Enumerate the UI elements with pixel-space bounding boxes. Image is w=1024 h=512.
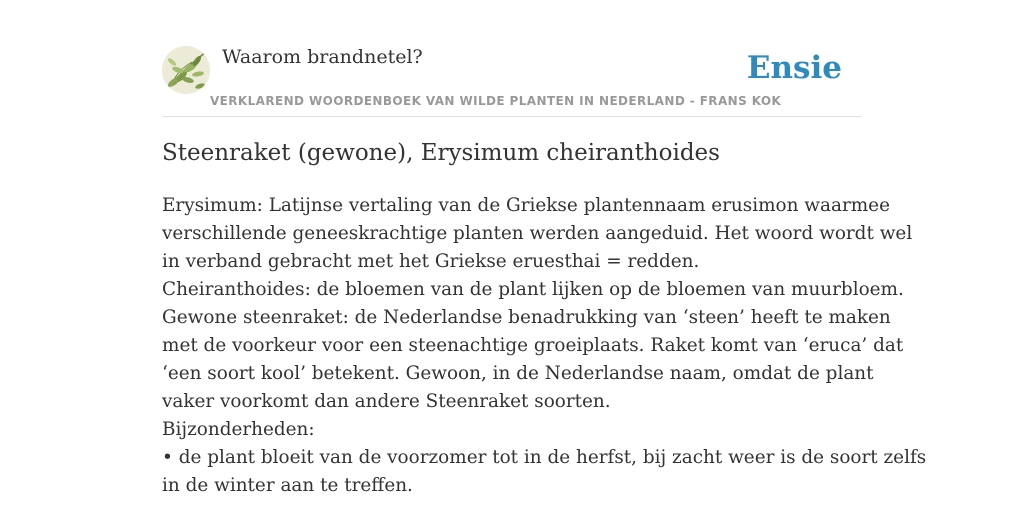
entry-line: Gewone steenraket: de Nederlandse benadrukking van ‘steen’ heeft te maken: [162, 307, 891, 328]
entry-line: vaker voorkomt dan andere Steenraket soorten.: [162, 391, 611, 412]
entry-body: [162, 192, 927, 500]
dictionary-subtitle[interactable]: VERKLAREND WOORDENBOEK VAN WILDE PLANTEN IN NEDERLAND - FRANS KOK: [210, 94, 782, 108]
entry-line: verschillende geneeskrachtige planten werden aangeduid. Het woord wordt wel: [162, 223, 913, 244]
entry-title: Steenraket (gewone), Erysimum cheiranthoides: [162, 140, 720, 166]
entry-line: in de winter aan te treffen.: [162, 475, 413, 496]
ensie-logo[interactable]: Ensie: [746, 50, 842, 86]
page-header: [162, 40, 862, 117]
site-title[interactable]: Waarom brandnetel?: [222, 46, 423, 68]
entry-line: Cheiranthoides: de bloemen van de plant lijken op de bloemen van muurbloem.: [162, 279, 904, 300]
entry-line: ‘een soort kool’ betekent. Gewoon, in de Nederlandse naam, omdat de plant: [162, 363, 874, 384]
avatar[interactable]: [162, 46, 210, 94]
entry-line: met de voorkeur voor een steenachtige groeiplaats. Raket komt van ‘eruca’ dat: [162, 335, 904, 356]
entry-line: Erysimum: Latijnse vertaling van de Griekse plantennaam erusimon waarmee: [162, 195, 890, 216]
plant-leaves-icon: [162, 46, 210, 94]
entry-line: • de plant bloeit van de voorzomer tot in de herfst, bij zacht weer is de soort zelfs: [162, 447, 927, 468]
entry-line: Bijzonderheden:: [162, 419, 315, 440]
entry-line: in verband gebracht met het Griekse eruesthai = redden.: [162, 251, 700, 272]
